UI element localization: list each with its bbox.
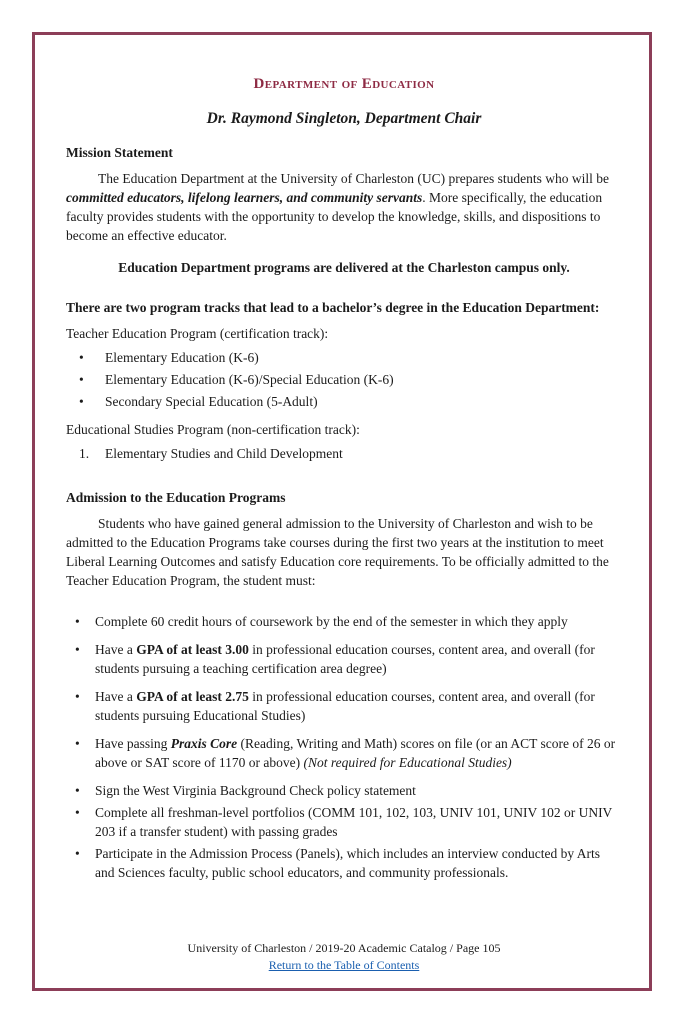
list-number: 1. <box>79 446 90 461</box>
list-item <box>66 640 622 678</box>
document-page <box>32 32 652 991</box>
requirement-text: in professional education courses, content area, and overall (for students pursuing Educational Studies) <box>95 689 595 723</box>
requirement-text-bold: GPA of at least 3.00 <box>136 642 249 657</box>
tracks-heading: There are two program tracks that lead to a bachelor’s degree in the Education Department: <box>66 300 600 315</box>
mission-text-emphasis: committed educators, lifelong learners, and community servants <box>66 190 423 205</box>
mission-paragraph <box>66 169 622 245</box>
requirement-text: Have a <box>95 642 137 657</box>
mission-text-start: The Education Department at the University of Charleston (UC) prepares students who will be <box>98 171 609 186</box>
studies-program-label: Educational Studies Program (non-certification track): <box>66 422 360 437</box>
list-item <box>66 781 622 800</box>
list-item <box>66 734 622 772</box>
campus-notice: Education Department programs are delivered at the Charleston campus only. <box>118 260 570 275</box>
list-item <box>66 612 622 631</box>
requirement-text: Sign the West Virginia Background Check policy statement <box>95 783 416 798</box>
list-item <box>66 444 622 463</box>
return-to-toc-link[interactable]: Return to the Table of Contents <box>268 958 420 972</box>
list-item <box>66 687 622 725</box>
requirement-text: Participate in the Admission Process (Panels), which includes an interview conducted by Arts and Sciences faculty, public school educators, and community professionals. <box>95 846 601 880</box>
requirement-text: Have passing <box>95 736 171 751</box>
list-item-label: Elementary Studies and Child Development <box>105 446 343 461</box>
teacher-program-list <box>66 345 622 414</box>
requirement-text-bold-italic: Praxis Core <box>170 736 238 751</box>
catalog-page-line: University of Charleston / 2019-20 Academic Catalog / Page 105 <box>187 941 501 955</box>
mission-heading: Mission Statement <box>66 145 173 160</box>
page-footer <box>66 940 622 978</box>
page-title: Department of Education <box>253 76 435 92</box>
mission-text-end: . More specifically, the education faculty provides students with the opportunity to develop the knowledge, skills, and dispositions to become an effective educator. <box>66 190 603 243</box>
list-item: • Elementary Education (K-6)/Special Education (K-6) <box>66 370 622 389</box>
requirement-text: (Reading, Writing and Math) scores on file (or an ACT score of 26 or above or SAT score of 1170 or above) <box>95 736 616 770</box>
department-chair: Dr. Raymond Singleton, Department Chair <box>206 110 482 127</box>
requirement-text-italic: (Not required for Educational Studies) <box>303 755 512 770</box>
requirement-text-bold: GPA of at least 2.75 <box>136 689 249 704</box>
requirement-text: Complete 60 credit hours of coursework by the end of the semester in which they apply <box>95 614 568 629</box>
admission-requirements-list <box>66 609 622 885</box>
list-item: • Elementary Education (K-6) <box>66 348 622 367</box>
studies-program-list <box>66 441 622 466</box>
list-item: • Secondary Special Education (5-Adult) <box>66 392 622 411</box>
admission-heading: Admission to the Education Programs <box>66 490 286 505</box>
list-item <box>66 803 622 841</box>
requirement-text: Have a <box>95 689 137 704</box>
teacher-program-label: Teacher Education Program (certification track): <box>66 326 329 341</box>
requirement-text: Complete all freshman-level portfolios (COMM 101, 102, 103, UNIV 101, UNIV 102 or UNIV 203 if a transfer student) with passing grades <box>95 805 613 839</box>
list-item <box>66 844 622 882</box>
admission-paragraph: Students who have gained general admission to the University of Charleston and wish to be admitted to the Education Programs take courses during the first two years at the institution to meet Liberal Learning Outcomes and satisfy Education core requirements. To be officially admitted to the Teacher Education Program, the student must: <box>66 516 609 588</box>
requirement-text: in professional education courses, content area, and overall (for students pursuing a teaching certification area degree) <box>95 642 595 676</box>
